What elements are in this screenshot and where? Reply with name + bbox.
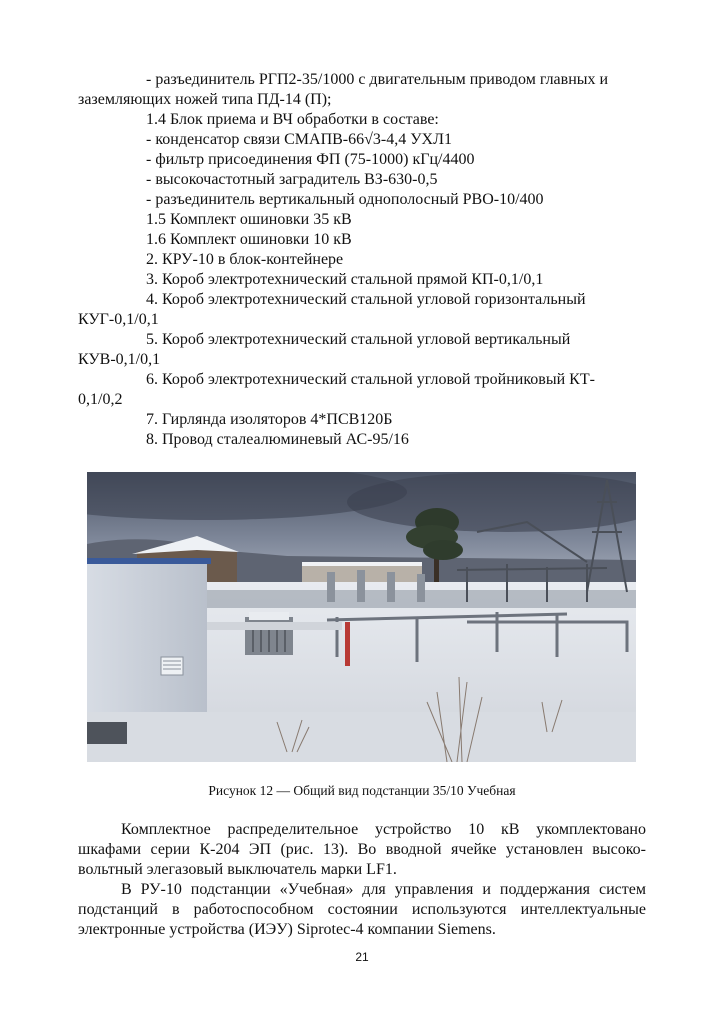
list-line: 6. Короб электротехнический стальной угловой тройниковый КТ-: [146, 371, 595, 388]
page-number: 21: [355, 950, 369, 964]
list-line: 1.4 Блок приема и ВЧ обработки в составе:: [146, 111, 439, 128]
figure-caption: Рисунок 12 — Общий вид подстанции 35/10 Учебная: [208, 783, 516, 798]
list-line: 1.5 Комплект ошиновки 35 кВ: [146, 211, 352, 228]
body-line: Комплектное распределительное устройство 10 кВ укомплектовано: [121, 821, 646, 838]
list-line: - высокочастотный заградитель ВЗ-630-0,5: [146, 171, 438, 188]
list-line: 2. КРУ-10 в блок-контейнере: [146, 251, 344, 268]
list-line: - фильтр присоединения ФП (75-1000) кГц/4400: [146, 151, 475, 168]
substation-photo: [87, 472, 636, 762]
list-line: 0,1/0,2: [78, 391, 123, 408]
list-line: 5. Короб электротехнический стальной угловой вертикальный: [146, 331, 571, 348]
list-line: заземляющих ножей типа ПД-14 (П);: [78, 91, 332, 108]
list-line: - разъединитель РГП2-35/1000 с двигательным приводом главных и: [146, 71, 609, 88]
list-line: - конденсатор связи СМАПВ-66√3-4,4 УХЛ1: [146, 131, 452, 148]
list-line: 3. Короб электротехнический стальной прямой КП-0,1/0,1: [146, 271, 544, 288]
body-line: вольтный элегазовый выключатель марки LF1.: [78, 861, 397, 878]
body-line: В РУ-10 подстанции «Учебная» для управления и поддержания систем: [121, 881, 646, 898]
list-line: - разъединитель вертикальный однополосный РВО-10/400: [146, 191, 544, 208]
list-line: 4. Короб электротехнический стальной угловой горизонтальный: [146, 291, 586, 308]
list-line: 1.6 Комплект ошиновки 10 кВ: [146, 231, 352, 248]
list-line: КУГ-0,1/0,1: [78, 311, 159, 328]
body-line: подстанций в работоспособном состоянии используются интеллектуальные: [78, 901, 646, 918]
body-line: шкафами серии К-204 ЭП (рис. 13). Во вводной ячейке установлен высоко-: [78, 841, 646, 858]
body-line: электронные устройства (ИЭУ) Siprotec-4 компании Siemens.: [78, 921, 496, 938]
list-line: 8. Провод сталеалюминевый АС-95/16: [146, 431, 409, 448]
list-line: 7. Гирлянда изоляторов 4*ПСВ120Б: [146, 411, 393, 428]
list-line: КУВ-0,1/0,1: [78, 351, 161, 368]
